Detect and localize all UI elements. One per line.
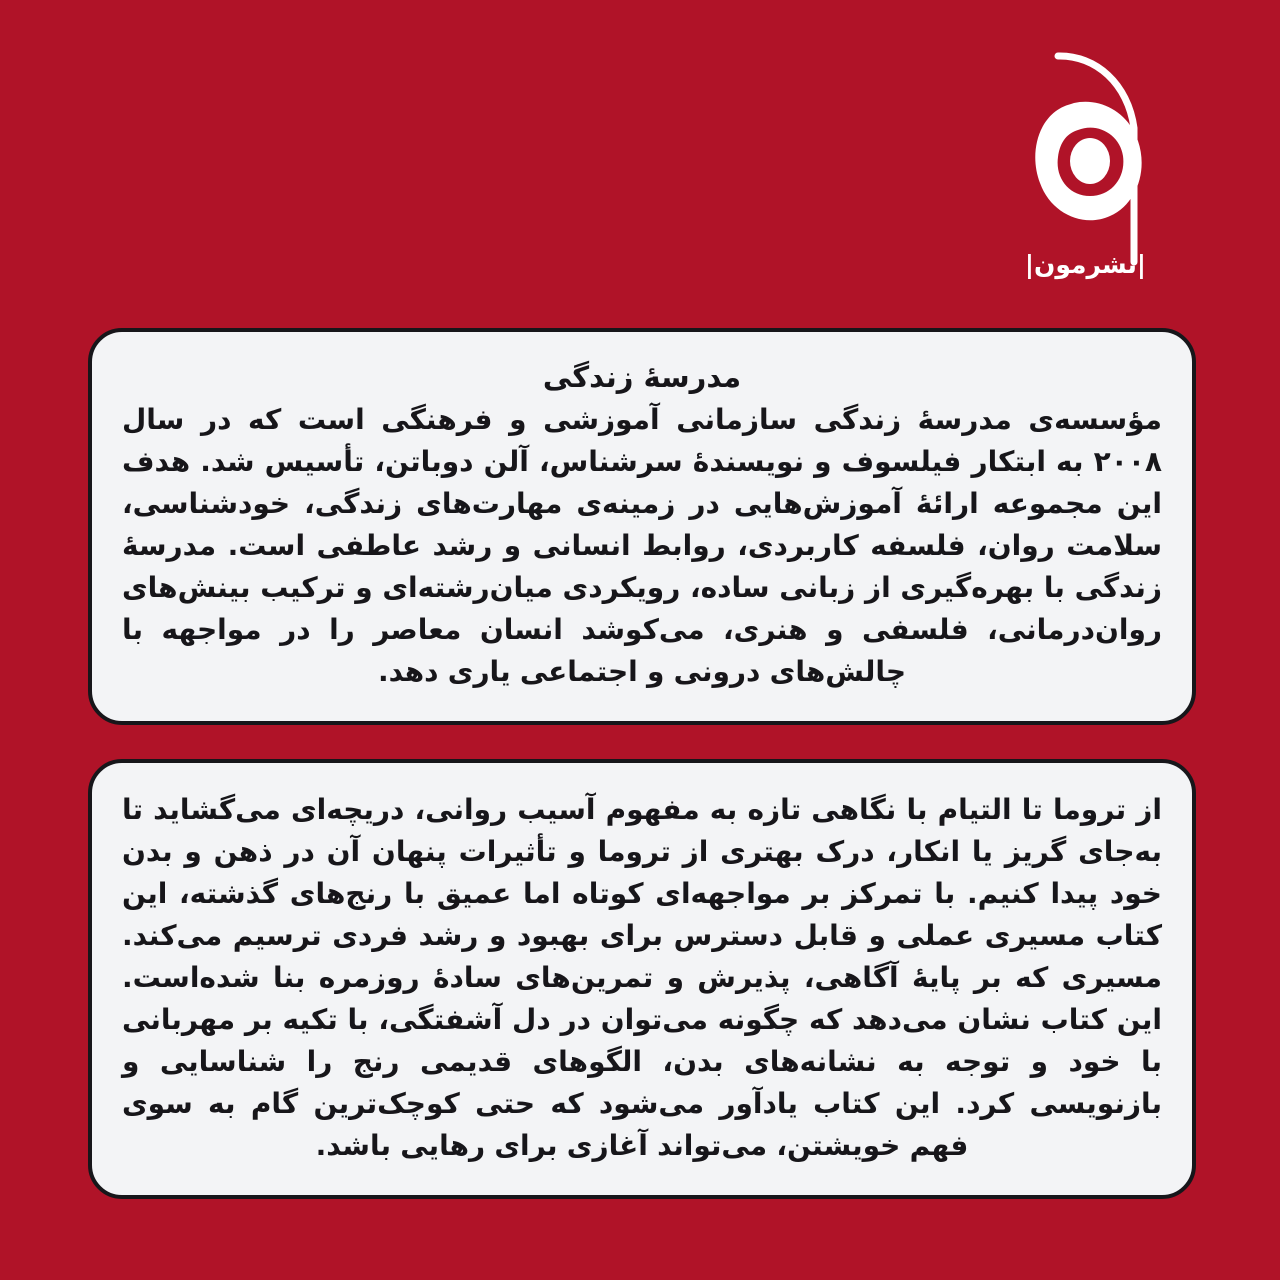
card-school-title: مدرسهٔ زندگی — [542, 360, 742, 394]
card-school-of-life — [88, 328, 1196, 725]
card-school-body: مؤسسه‌ی مدرسهٔ زندگی سازمانی آموزشی و فرهنگی است که در سال ۲۰۰۸ به ابتکار فیلسوف و نویسندهٔ سرشناس، آلن دوباتن، تأسیس شد. هدف این مجموعه ارائهٔ آموزش‌هایی در زمینه‌ی مهارت‌های زندگی، خودشناسی، سلامت روان، فلسفه کاربردی، روابط انسانی و رشد عاطفی است. مدرسهٔ زندگی با بهره‌گیری از زبانی ساده، رویکردی میان‌رشته‌ای و ترکیب بینش‌های روان‌درمانی، فلسفی و هنری، می‌کوشد انسان معاصر را در مواجهه با چالش‌های درونی و اجتماعی یاری دهد. — [122, 403, 1162, 689]
card-book-description — [88, 759, 1196, 1199]
brand-logo — [1018, 48, 1168, 279]
ring-with-dot-and-arc-icon — [1018, 48, 1168, 273]
card-stack — [88, 328, 1196, 1199]
card-book-body: از تروما تا التیام با نگاهی تازه به مفهوم آسیب روانی، دریچه‌ای می‌گشاید تا به‌جای گریز یا انکار، درک بهتری از تروما و تأثیرات پنهان آن در ذهن و بدن خود پیدا کنیم. با تمرکز بر مواجهه‌ای کوتاه اما عمیق با رنج‌های گذشته، این کتاب مسیری عملی و قابل دسترس برای بهبود و رشد فردی ترسیم می‌کند. مسیری که بر پایهٔ آگاهی، پذیرش و تمرین‌های سادهٔ روزمره بنا شده‌است. این کتاب نشان می‌دهد که چگونه می‌توان در دل آشفتگی، با تکیه بر مهربانی با خود و توجه به نشانه‌های بدن، الگوهای قدیمی رنج را شناسایی و بازنویسی کرد. این کتاب یادآور می‌شود که حتی کوچک‌ترین گام به سوی فهم خویشتن، می‌تواند آغازی برای رهایی باشد. — [122, 793, 1162, 1163]
brand-wordmark: |نشرمون| — [1024, 250, 1146, 279]
